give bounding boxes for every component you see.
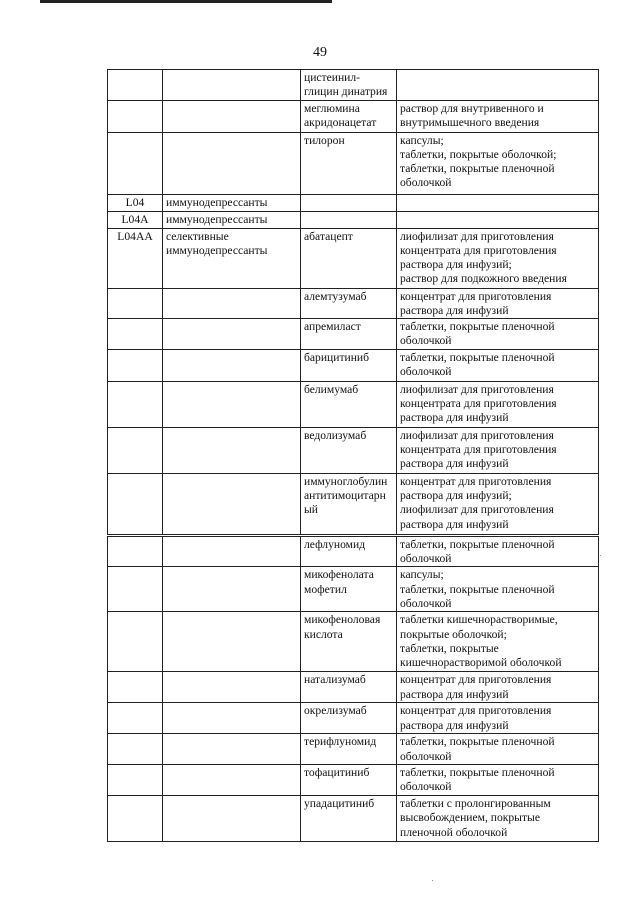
table-row: [108, 612, 599, 672]
inn-cell: упадацитиниб: [301, 795, 397, 841]
inn-cell: ведолизумаб: [301, 427, 397, 473]
code-cell: [108, 381, 163, 427]
form-cell: таблетки, покрытые пленочной оболочкой: [397, 536, 599, 567]
scan-top-edge: [40, 0, 332, 3]
code-cell: [108, 672, 163, 703]
inn-cell: апремиласт: [301, 319, 397, 350]
table-row: [108, 288, 599, 319]
inn-cell: барицитиниб: [301, 349, 397, 381]
group-cell: селективные иммунодепрессанты: [163, 228, 301, 288]
inn-cell: иммуноглобулин антитимоцитарн ый: [301, 473, 397, 534]
code-cell: [108, 319, 163, 350]
group-cell: [163, 764, 301, 795]
group-cell: [163, 795, 301, 841]
inn-cell: терифлуномид: [301, 734, 397, 765]
group-cell: [163, 349, 301, 381]
code-cell: [108, 473, 163, 534]
code-cell: L04A: [108, 211, 163, 228]
group-cell: [163, 672, 301, 703]
group-cell: [163, 473, 301, 534]
table-row: [108, 536, 599, 567]
table-row: [108, 473, 599, 534]
inn-cell: абатацепт: [301, 228, 397, 288]
table-row: [108, 349, 599, 381]
code-cell: L04AA: [108, 228, 163, 288]
table-row: [108, 672, 599, 703]
form-cell: лиофилизат для приготовления концентрата для приготовления раствора для инфузий: [397, 427, 599, 473]
form-cell: [397, 70, 599, 101]
drug-table: [107, 69, 599, 842]
group-cell: иммунодепрессанты: [163, 211, 301, 228]
inn-cell: меглюмина акридонацетат: [301, 100, 397, 132]
form-cell: концентрат для приготовления раствора для инфузий: [397, 288, 599, 319]
inn-cell: лефлуномид: [301, 536, 397, 567]
inn-cell: цистеинил- глицин динатрия: [301, 70, 397, 101]
code-cell: [108, 795, 163, 841]
group-cell: [163, 734, 301, 765]
form-cell: таблетки, покрытые пленочной оболочкой: [397, 734, 599, 765]
group-cell: [163, 288, 301, 319]
form-cell: концентрат для приготовления раствора для инфузий: [397, 703, 599, 734]
group-cell: [163, 132, 301, 194]
table-row: [108, 427, 599, 473]
inn-cell: [301, 194, 397, 211]
scan-speck: [432, 880, 433, 881]
table-row: [108, 795, 599, 841]
table-row: [108, 764, 599, 795]
inn-cell: микофенолата мофетил: [301, 567, 397, 612]
code-cell: [108, 349, 163, 381]
form-cell: лиофилизат для приготовления концентрата для приготовления раствора для инфузий; раствор для подкожного введения: [397, 228, 599, 288]
form-cell: капсулы; таблетки, покрытые пленочной оболочкой: [397, 567, 599, 612]
form-cell: капсулы; таблетки, покрытые оболочкой; таблетки, покрытые пленочной оболочкой: [397, 132, 599, 194]
inn-cell: натализумаб: [301, 672, 397, 703]
form-cell: таблетки с пролонгированным высвобождением, покрытые пленочной оболочкой: [397, 795, 599, 841]
form-cell: таблетки, покрытые пленочной оболочкой: [397, 349, 599, 381]
table-row: [108, 70, 599, 101]
group-cell: [163, 567, 301, 612]
code-cell: [108, 764, 163, 795]
table-row: [108, 132, 599, 194]
table-row: [108, 319, 599, 350]
code-cell: [108, 132, 163, 194]
form-cell: таблетки кишечнорастворимые, покрытые оболочкой; таблетки, покрытые кишечнорастворимой оболочкой: [397, 612, 599, 672]
code-cell: [108, 288, 163, 319]
table-row: [108, 194, 599, 211]
scan-speck: [600, 555, 601, 556]
code-cell: [108, 70, 163, 101]
inn-cell: алемтузумаб: [301, 288, 397, 319]
form-cell: [397, 194, 599, 211]
form-cell: [397, 211, 599, 228]
inn-cell: белимумаб: [301, 381, 397, 427]
code-cell: [108, 703, 163, 734]
table-row: [108, 381, 599, 427]
code-cell: [108, 427, 163, 473]
inn-cell: тилорон: [301, 132, 397, 194]
group-cell: иммунодепрессанты: [163, 194, 301, 211]
group-cell: [163, 427, 301, 473]
table-row: [108, 567, 599, 612]
form-cell: таблетки, покрытые пленочной оболочкой: [397, 764, 599, 795]
table-row: [108, 100, 599, 132]
inn-cell: [301, 211, 397, 228]
inn-cell: окрелизумаб: [301, 703, 397, 734]
code-cell: [108, 536, 163, 567]
group-cell: [163, 381, 301, 427]
table-row: [108, 703, 599, 734]
group-cell: [163, 703, 301, 734]
inn-cell: тофацитиниб: [301, 764, 397, 795]
form-cell: концентрат для приготовления раствора для инфузий: [397, 672, 599, 703]
code-cell: [108, 734, 163, 765]
form-cell: раствор для внутривенного и внутримышечного введения: [397, 100, 599, 132]
code-cell: L04: [108, 194, 163, 211]
group-cell: [163, 70, 301, 101]
group-cell: [163, 100, 301, 132]
code-cell: [108, 567, 163, 612]
group-cell: [163, 612, 301, 672]
drug-table-body: [108, 70, 599, 842]
table-row: [108, 734, 599, 765]
group-cell: [163, 319, 301, 350]
group-cell: [163, 536, 301, 567]
inn-cell: микофеноловая кислота: [301, 612, 397, 672]
table-row: [108, 211, 599, 228]
form-cell: концентрат для приготовления раствора для инфузий; лиофилизат для приготовления раствора для инфузий: [397, 473, 599, 534]
table-row: [108, 228, 599, 288]
form-cell: лиофилизат для приготовления концентрата для приготовления раствора для инфузий: [397, 381, 599, 427]
form-cell: таблетки, покрытые пленочной оболочкой: [397, 319, 599, 350]
code-cell: [108, 612, 163, 672]
code-cell: [108, 100, 163, 132]
page-number: 49: [313, 45, 327, 60]
